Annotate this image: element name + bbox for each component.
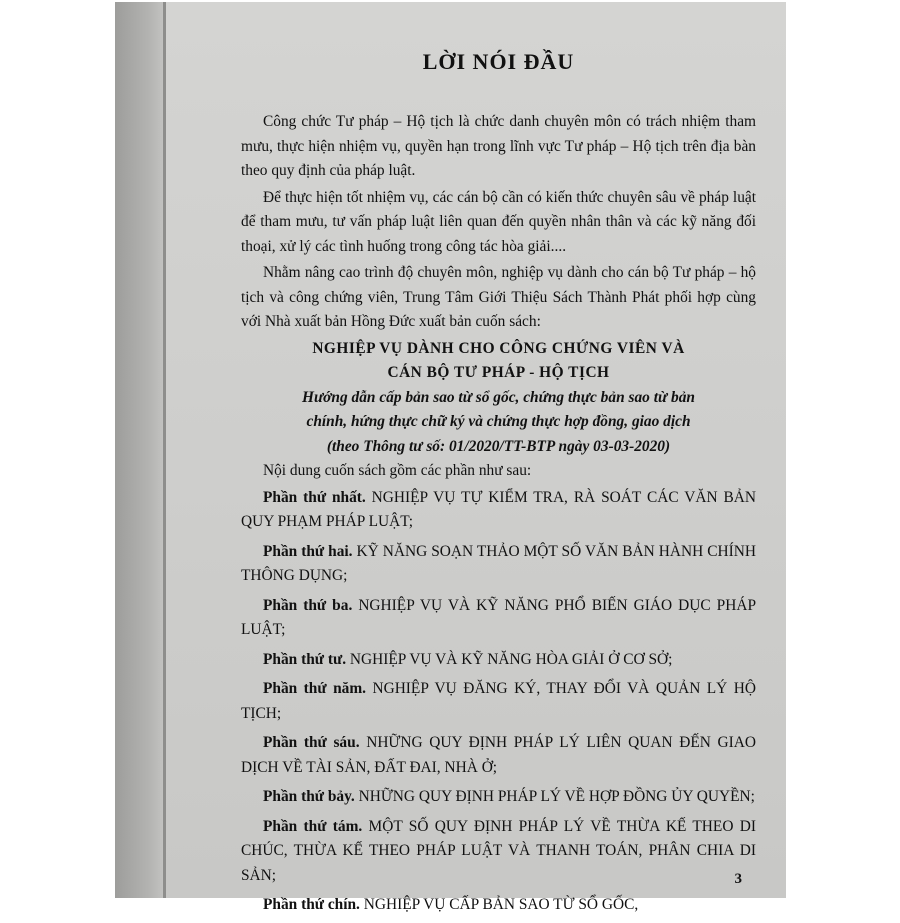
list-item (241, 785, 756, 810)
book-page (166, 2, 786, 913)
part-label: Phần thứ năm. (263, 680, 366, 697)
book-subtitle-line: (theo Thông tư số: 01/2020/TT-BTP ngày 03-03-2020) (326, 437, 671, 455)
part-text: NGHIỆP VỤ VÀ KỸ NĂNG HÒA GIẢI Ở CƠ SỞ; (346, 650, 673, 668)
list-item (241, 540, 756, 589)
part-label: Phần thứ hai. (263, 542, 353, 560)
book-title-line: NGHIỆP VỤ DÀNH CHO CÔNG CHỨNG VIÊN VÀ (312, 339, 685, 357)
book-subtitle-line: chính, hứng thực chữ ký và chứng thực hợp đồng, giao dịch (306, 413, 691, 430)
paragraph: Công chức Tư pháp – Hộ tịch là chức danh chuyên môn có trách nhiệm tham mưu, thực hiện nhiệm vụ, quyền hạn trong lĩnh vực Tư pháp – Hộ tịch trên địa bàn theo quy định của pháp luật. (241, 113, 756, 179)
page-number: 3 (734, 871, 742, 887)
part-text: NHỮNG QUY ĐỊNH PHÁP LÝ VỀ HỢP ĐỒNG ỦY QUYỀN; (354, 788, 755, 805)
page-body (241, 110, 756, 923)
paragraph: Nhằm nâng cao trình độ chuyên môn, nghiệp vụ dành cho cán bộ Tư pháp – hộ tịch và công chứng viên, Trung Tâm Giới Thiệu Sách Thành Phát phối hợp cùng với Nhà xuất bản Hồng Đức xuất bản cuốn sách: (241, 264, 756, 330)
part-label: Phần thứ tư. (263, 650, 347, 668)
book-title-line: CÁN BỘ TƯ PHÁP - HỘ TỊCH (387, 364, 610, 381)
list-item (241, 893, 756, 918)
part-text: NGHIỆP VỤ VÀ KỸ NĂNG PHỔ BIẾN GIÁO DỤC PHÁP LUẬT; (241, 596, 756, 638)
part-text: NHỮNG QUY ĐỊNH PHÁP LÝ LIÊN QUAN ĐẾN GIAO DỊCH VỀ TÀI SẢN, ĐẤT ĐAI, NHÀ Ở; (241, 734, 756, 776)
part-text: NGHIỆP VỤ TỰ KIỂM TRA, RÀ SOÁT CÁC VĂN BẢN QUY PHẠM PHÁP LUẬT; (241, 488, 756, 530)
part-label: Phần thứ tám. (263, 817, 363, 835)
list-item (241, 648, 756, 673)
list-item (241, 594, 756, 643)
part-text: MỘT SỐ QUY ĐỊNH PHÁP LÝ VỀ THỪA KẾ THEO DI CHÚC, THỪA KẾ THEO PHÁP LUẬT VÀ THANH TOÁN, PHÂN CHIA DI SẢN; (241, 817, 756, 884)
part-label: Phần thứ ba. (263, 596, 353, 614)
book-photo (115, 2, 786, 913)
contents-intro: Nội dung cuốn sách gồm các phần như sau: (263, 462, 532, 479)
part-label: Phần thứ nhất. (263, 488, 366, 506)
part-text: KỸ NĂNG SOẠN THẢO MỘT SỐ VĂN BẢN HÀNH CHÍNH THÔNG DỤNG; (241, 542, 756, 584)
list-item (241, 486, 756, 535)
part-label: Phần thứ bảy. (263, 788, 355, 805)
list-item (241, 677, 756, 726)
book-subtitle-line: Hướng dẫn cấp bản sao từ sổ gốc, chứng thực bản sao từ bản (301, 388, 695, 406)
part-label: Phần thứ sáu. (263, 734, 360, 751)
page-heading: LỜI NÓI ĐẦU (422, 49, 575, 74)
part-text: NGHIỆP VỤ ĐĂNG KÝ, THAY ĐỔI VÀ QUẢN LÝ HỘ TỊCH; (241, 680, 756, 722)
book-page-edge (115, 2, 163, 898)
list-item (241, 815, 756, 889)
part-label: Phần thứ chín. (263, 896, 360, 913)
part-text: NGHIỆP VỤ CẤP BẢN SAO TỪ SỔ GỐC, (359, 896, 639, 913)
paragraph: Để thực hiện tốt nhiệm vụ, các cán bộ cần có kiến thức chuyên sâu về pháp luật để tham mưu, tư vấn pháp luật liên quan đến quyền nhân thân và các kỹ năng đối thoại, xử lý các tình huống trong công tác hòa giải.... (241, 188, 756, 255)
list-item (241, 731, 756, 780)
